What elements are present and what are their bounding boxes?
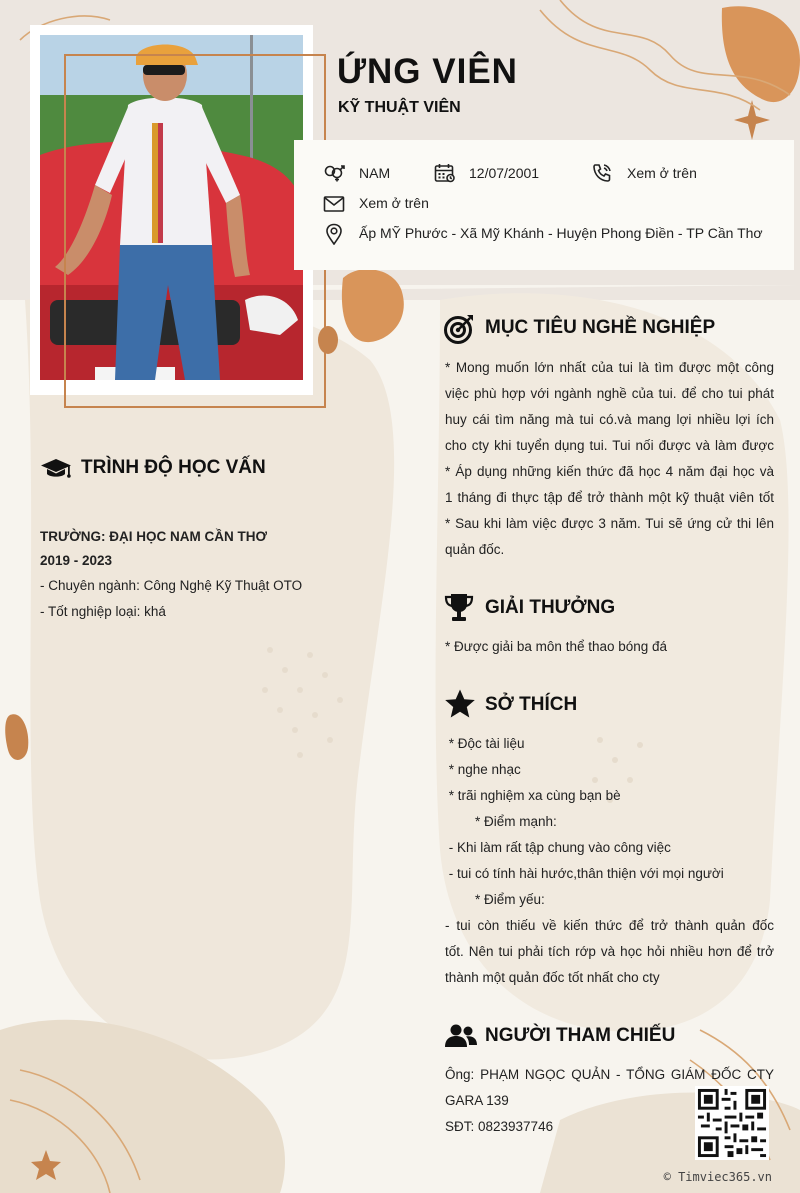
education-title: TRÌNH ĐỘ HỌC VẤN [81,457,266,478]
objective-line: * Áp dụng những kiến thức đã học 4 năm đại học và [445,464,774,479]
education-school: TRƯỜNG: ĐẠI HỌC NAM CẦN THƠ [40,529,267,544]
objective-line: quản đốc. [445,542,505,557]
objective-line: 1 tháng đi thực tập để trở thành một kỹ thuật viên tốt [445,490,774,505]
hobbies-line: * Điểm yếu: [445,892,545,907]
phone-value: Xem ở trên [627,165,697,181]
education-grade: - Tốt nghiệp loại: khá [40,604,166,619]
location-pin-icon [325,223,343,245]
objective-line: * Mong muốn lớn nhất của tui là tìm được một công [445,360,774,375]
objective-title: MỤC TIÊU NGHỀ NGHIỆP [485,317,716,338]
gender-value: NAM [359,165,391,181]
objective-line: * Sau khi làm việc được 3 năm. Tui sẽ ứng cử thi lên [445,516,774,531]
gender-icon [323,164,345,182]
calendar-icon [434,163,456,183]
phone-icon [592,163,614,183]
objective-line: huy cái tìm năng mà tui có.và mang lợi nhiều lợi ích [445,412,774,427]
hobbies-title: SỞ THÍCH [485,694,578,715]
hobbies-line: - Khi làm rất tập chung vào công việc [445,840,671,855]
objective-line: cho cty khi tuyển dụng tui. Tui nối được và làm được [445,438,774,453]
hobbies-line: * nghe nhạc [445,762,521,777]
references-title: NGƯỜI THAM CHIẾU [485,1025,676,1046]
hobbies-text [445,731,774,991]
star-icon [444,688,476,720]
email-value: Xem ở trên [359,195,429,211]
hobbies-line: thành một quản đốc tốt nhất cho cty [445,970,660,985]
education-years: 2019 - 2023 [40,553,113,568]
hobbies-line: - tui còn thiếu về kiến thức để trở thành quản đốc [445,918,774,933]
references-line: SĐT: 0823937746 [445,1119,554,1134]
graduation-cap-icon [40,458,72,480]
hobbies-line: * trãi nghiệm xa cùng bạn bè [445,788,621,803]
hobbies-line: * Độc tài liệu [445,736,525,751]
objective-line: việc phù hợp với ngành nghề của tui. để cho tui phát [445,386,774,401]
references-line: GARA 139 [445,1093,509,1108]
users-icon [444,1023,478,1049]
candidate-position: KỸ THUẬT VIÊN [338,99,461,116]
qr-code-icon [695,1086,769,1160]
target-icon [443,313,475,345]
hobbies-line: tốt. Nên tui phải tích rớp và học hỏi nhiều hơn để trở [445,944,774,959]
candidate-name: ỨNG VIÊN [337,52,518,91]
references-line: Ông: PHẠM NGỌC QUẢN - TỔNG GIÁM ĐỐC CTY [445,1067,774,1082]
hobbies-line: - tui có tính hài hước,thân thiện với mọi người [445,866,724,881]
education-major: - Chuyên ngành: Công Nghệ Kỹ Thuật OTO [40,578,303,593]
trophy-icon [444,592,474,624]
hobbies-line: * Điểm mạnh: [445,814,557,829]
mail-icon [323,195,345,213]
copyright-footer: © Timviec365.vn [663,1170,772,1184]
birthdate-value: 12/07/2001 [469,165,540,181]
awards-title: GIẢI THƯỞNG [485,597,616,618]
photo-accent-outline [64,54,326,408]
objective-text [445,355,774,563]
awards-line: * Được giải ba môn thể thao bóng đá [445,639,668,654]
address-value: Ấp MỸ Phước - Xã Mỹ Khánh - Huyện Phong Điền - TP Cần Thơ [359,225,763,241]
